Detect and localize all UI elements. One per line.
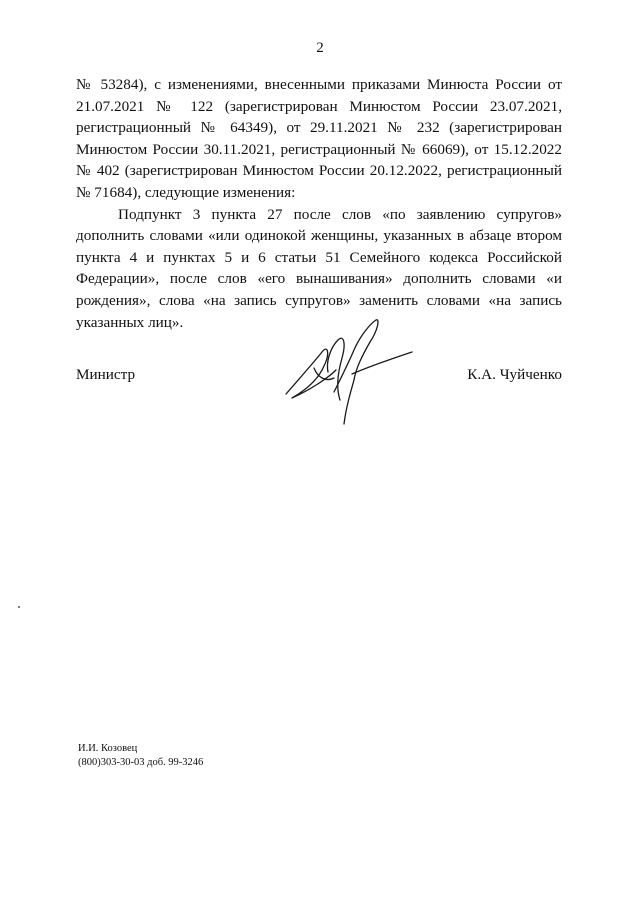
body-paragraph-1: № 53284), с изменениями, внесенными приказами Минюста России от 21.07.2021 № 122 (зарегистрирован Минюстом России 23.07.2021, регистрационный № 64349), от 29.11.2021 № 232 (зарегистрирован Минюстом России 30.11.2021, регистрационный № 66069), от 15.12.2022 № 402 (зарегистрирован Минюстом России 20.12.2022, регистрационный № 71684), следующие изменения: bbox=[76, 76, 562, 201]
signatory-name: К.А. Чуйченко bbox=[467, 366, 562, 383]
executor-block bbox=[78, 742, 203, 769]
document-body bbox=[76, 74, 562, 333]
page-number: 2 bbox=[316, 40, 324, 56]
signature-block bbox=[76, 366, 562, 390]
executor-phone: (800)303-30-03 доб. 99-3246 bbox=[78, 756, 204, 768]
executor-name: И.И. Козовец bbox=[78, 743, 138, 754]
body-paragraph-2: Подпункт 3 пункта 27 после слов «по заявлению супругов» дополнить словами «или одинокой женщины, указанных в абзаце втором пункта 4 и пунктах 5 и 6 статьи 51 Семейного кодекса Российской Федерации», после слов «его вынашивания» дополнить словами «и рождения», слова «на запись супругов» заменить словами «на запись указанных лиц». bbox=[76, 205, 562, 331]
signatory-title: Министр bbox=[76, 366, 136, 383]
scan-artifact bbox=[18, 606, 20, 608]
